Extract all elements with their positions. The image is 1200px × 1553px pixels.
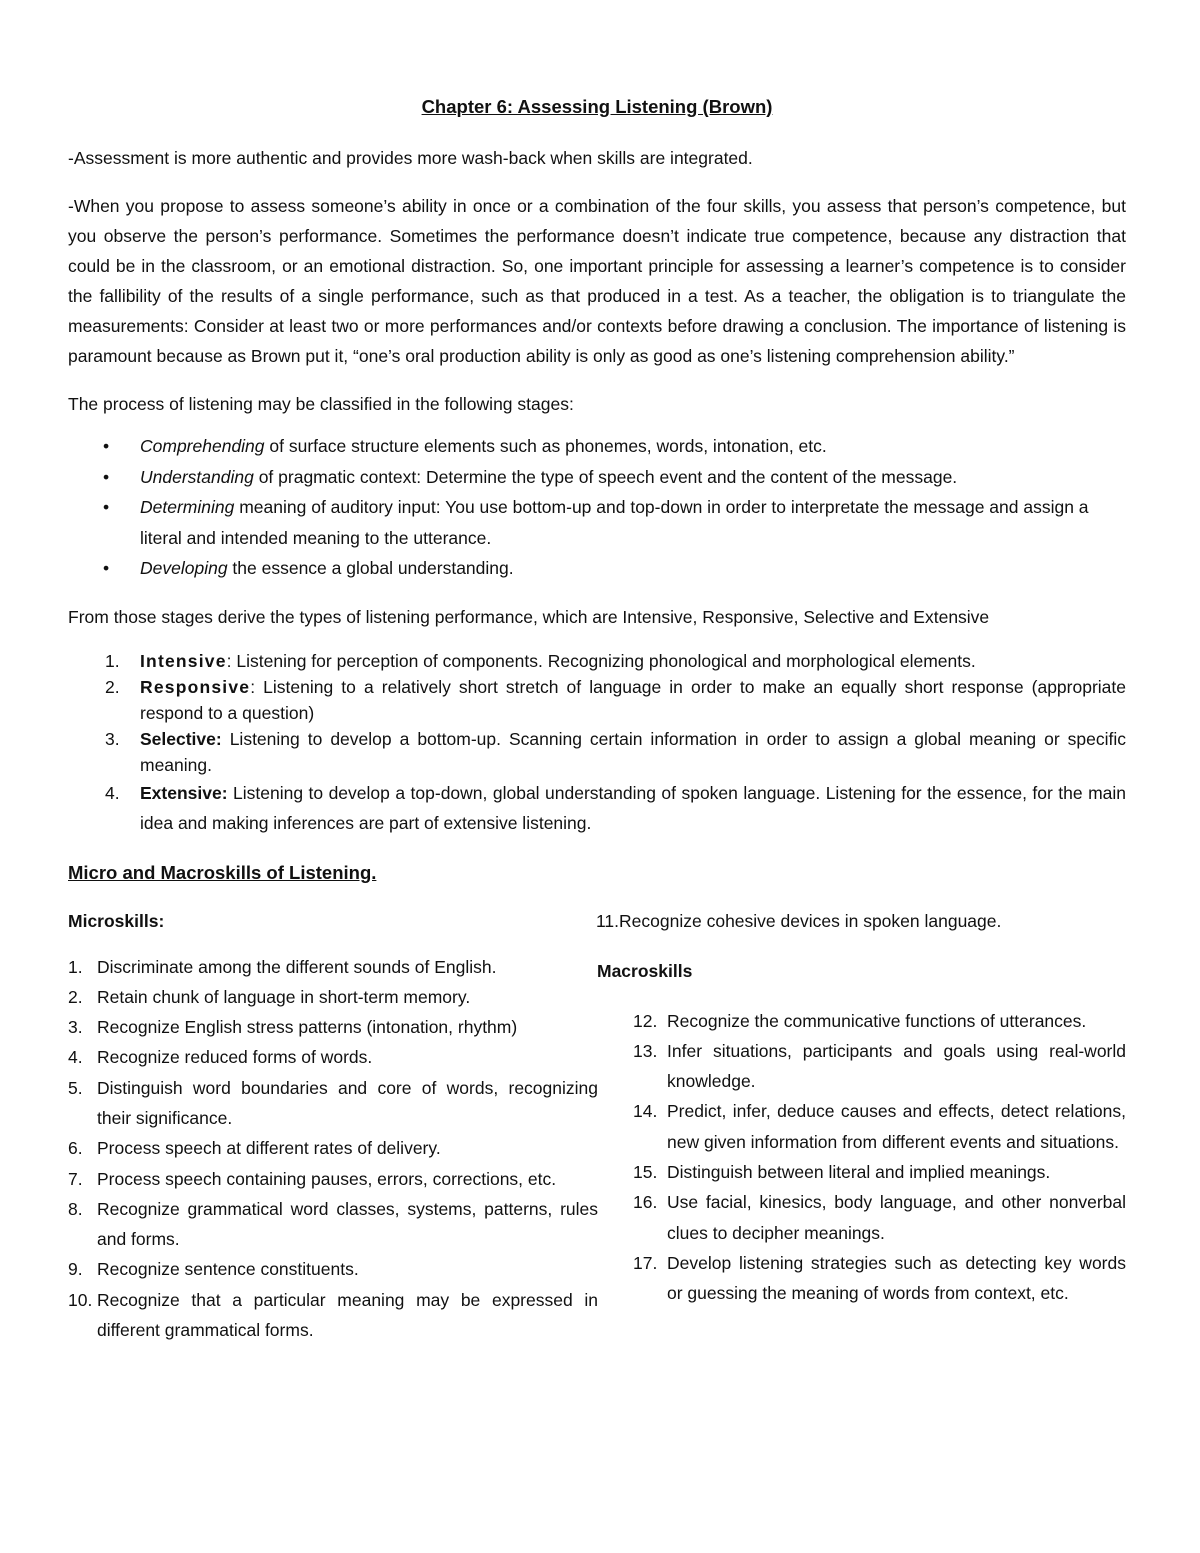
type-term: Intensive	[140, 650, 227, 671]
microskill-item-11: 11.Recognize cohesive devices in spoken language.	[596, 910, 1002, 931]
stage-term: Comprehending	[140, 436, 265, 456]
list-number: 3.	[105, 728, 120, 749]
skills-section-title: Micro and Macroskills of Listening.	[68, 861, 377, 883]
skill-text: Develop listening strategies such as detecting key words or guessing the meaning of words from context, etc.	[667, 1252, 1126, 1304]
type-term: Selective:	[140, 728, 222, 749]
types-list	[68, 648, 1126, 838]
list-number: 5.	[68, 1077, 83, 1098]
list-number: 4.	[105, 782, 120, 803]
list-number: 7.	[68, 1168, 83, 1189]
list-item	[68, 431, 1126, 462]
list-number: 10.	[68, 1289, 93, 1310]
list-number: 13.	[633, 1040, 658, 1061]
list-item	[68, 952, 598, 982]
macroskills-column	[596, 906, 1126, 1309]
type-text: : Listening for perception of components. Recognizing phonological and morphological elements.	[226, 650, 976, 671]
list-item	[68, 1042, 598, 1072]
list-number: 14.	[633, 1101, 658, 1122]
list-item	[68, 778, 1126, 838]
macroskills-heading: Macroskills	[597, 960, 693, 981]
page-title: Chapter 6: Assessing Listening (Brown)	[421, 96, 773, 117]
skill-text: Infer situations, participants and goals using real-world knowledge.	[667, 1040, 1126, 1092]
list-number: 15.	[633, 1161, 658, 1182]
list-number: 16.	[633, 1192, 658, 1213]
skill-text: Recognize sentence constituents.	[97, 1259, 359, 1280]
stage-text: of surface structure elements such as phonemes, words, intonation, etc.	[264, 436, 827, 456]
type-term: Extensive:	[140, 782, 228, 803]
bullet-icon: •	[103, 436, 110, 456]
list-item	[68, 553, 1126, 584]
skill-text: Retain chunk of language in short-term memory.	[97, 986, 471, 1007]
type-text: : Listening to a relatively short stretch of language in order to make an equally short response (appropriate respond to a question)	[140, 676, 1126, 723]
skill-text: Predict, infer, deduce causes and effects, detect relations, new given information from different events and situations.	[667, 1101, 1126, 1152]
microskills-list	[68, 952, 598, 1346]
skill-text: Use facial, kinesics, body language, and other nonverbal clues to decipher meanings.	[667, 1192, 1126, 1243]
skills-columns	[68, 906, 1126, 1426]
bullet-icon: •	[103, 497, 110, 517]
list-item	[68, 648, 1126, 674]
microskills-column	[68, 906, 598, 1346]
list-item	[68, 1285, 598, 1346]
skill-text: Discriminate among the different sounds of English.	[97, 956, 497, 977]
document-page	[68, 96, 1126, 1426]
list-item	[68, 1194, 598, 1255]
list-item	[68, 982, 598, 1012]
list-number: 12.	[633, 1010, 658, 1031]
skill-text: Recognize the communicative functions of utterances.	[667, 1010, 1087, 1031]
list-item	[596, 1096, 1126, 1157]
macroskills-list	[596, 1006, 1126, 1309]
stage-term: Determining	[140, 497, 235, 517]
list-number: 4.	[68, 1047, 83, 1068]
competence-paragraph: -When you propose to assess someone’s ability in once or a combination of the four skills, you assess that person’s competence, but you observe the person’s performance. Sometimes the performance doesn’t indicate true competence, because any distraction that could be in the classroom, or an emotional distraction. So, one important principle for assessing a learner’s competence is to consider the fallibility of the results of a single performance, such as that produced in a test. As a teacher, the obligation is to triangulate the measurements: Consider at least two or more performances and/or contexts before drawing a conclusion. The importance of listening is paramount because as Brown put it, “one’s oral production ability is only as good as one’s listening comprehension ability.”	[68, 196, 1126, 366]
list-item	[68, 1254, 598, 1284]
list-item	[68, 674, 1126, 726]
type-text: Listening to develop a bottom-up. Scanning certain information in order to assign a global meaning or specific meaning.	[140, 728, 1126, 775]
list-number: 2.	[105, 676, 120, 697]
stage-term: Developing	[140, 558, 228, 578]
list-item	[68, 726, 1126, 778]
list-number: 6.	[68, 1138, 83, 1159]
intro-paragraph: -Assessment is more authentic and provides more wash-back when skills are integrated.	[68, 148, 753, 168]
skill-text: Recognize that a particular meaning may be expressed in different grammatical forms.	[97, 1289, 598, 1341]
bullet-icon: •	[103, 558, 110, 578]
skill-text: Distinguish word boundaries and core of words, recognizing their significance.	[97, 1077, 598, 1128]
skill-text: Process speech at different rates of delivery.	[97, 1138, 441, 1159]
list-item	[68, 1073, 598, 1134]
list-number: 2.	[68, 986, 83, 1007]
stages-list	[68, 431, 1126, 584]
stage-text: of pragmatic context: Determine the type of speech event and the content of the message.	[253, 466, 958, 487]
stage-text: the essence a global understanding.	[227, 558, 514, 578]
list-number: 3.	[68, 1017, 83, 1038]
stage-term: Understanding	[140, 466, 254, 487]
list-number: 17.	[633, 1252, 658, 1273]
skill-text: Recognize reduced forms of words.	[97, 1047, 373, 1068]
type-term: Responsive	[140, 676, 251, 697]
list-item	[68, 1133, 598, 1163]
list-item	[68, 1164, 598, 1194]
list-item	[596, 1036, 1126, 1097]
types-intro: From those stages derive the types of listening performance, which are Intensive, Responsive, Selective and Extensive	[68, 606, 990, 627]
list-item	[596, 1187, 1126, 1248]
list-number: 1.	[105, 650, 120, 671]
list-number: 8.	[68, 1198, 83, 1219]
list-item	[596, 1006, 1126, 1036]
skill-text: Recognize grammatical word classes, systems, patterns, rules and forms.	[97, 1198, 598, 1250]
bullet-icon: •	[103, 466, 110, 487]
skill-text: Recognize English stress patterns (intonation, rhythm)	[97, 1017, 518, 1038]
skill-text: Distinguish between literal and implied meanings.	[667, 1161, 1051, 1182]
list-item	[596, 1248, 1126, 1309]
type-text: Listening to develop a top-down, global understanding of spoken language. Listening for the essence, for the main idea and making inferences are part of extensive listening.	[140, 782, 1126, 833]
microskills-heading: Microskills:	[68, 910, 165, 931]
list-number: 1.	[68, 956, 83, 977]
stage-text: meaning of auditory input: You use bottom-up and top-down in order to interpretate the message and assign a literal and intended meaning to the utterance.	[140, 497, 1089, 548]
list-number: 9.	[68, 1259, 83, 1280]
list-item	[68, 1012, 598, 1042]
skill-text: Process speech containing pauses, errors, corrections, etc.	[97, 1168, 557, 1189]
list-item	[596, 1157, 1126, 1187]
list-item	[68, 462, 1126, 493]
list-item	[68, 492, 1126, 553]
stages-intro: The process of listening may be classified in the following stages:	[68, 394, 574, 414]
